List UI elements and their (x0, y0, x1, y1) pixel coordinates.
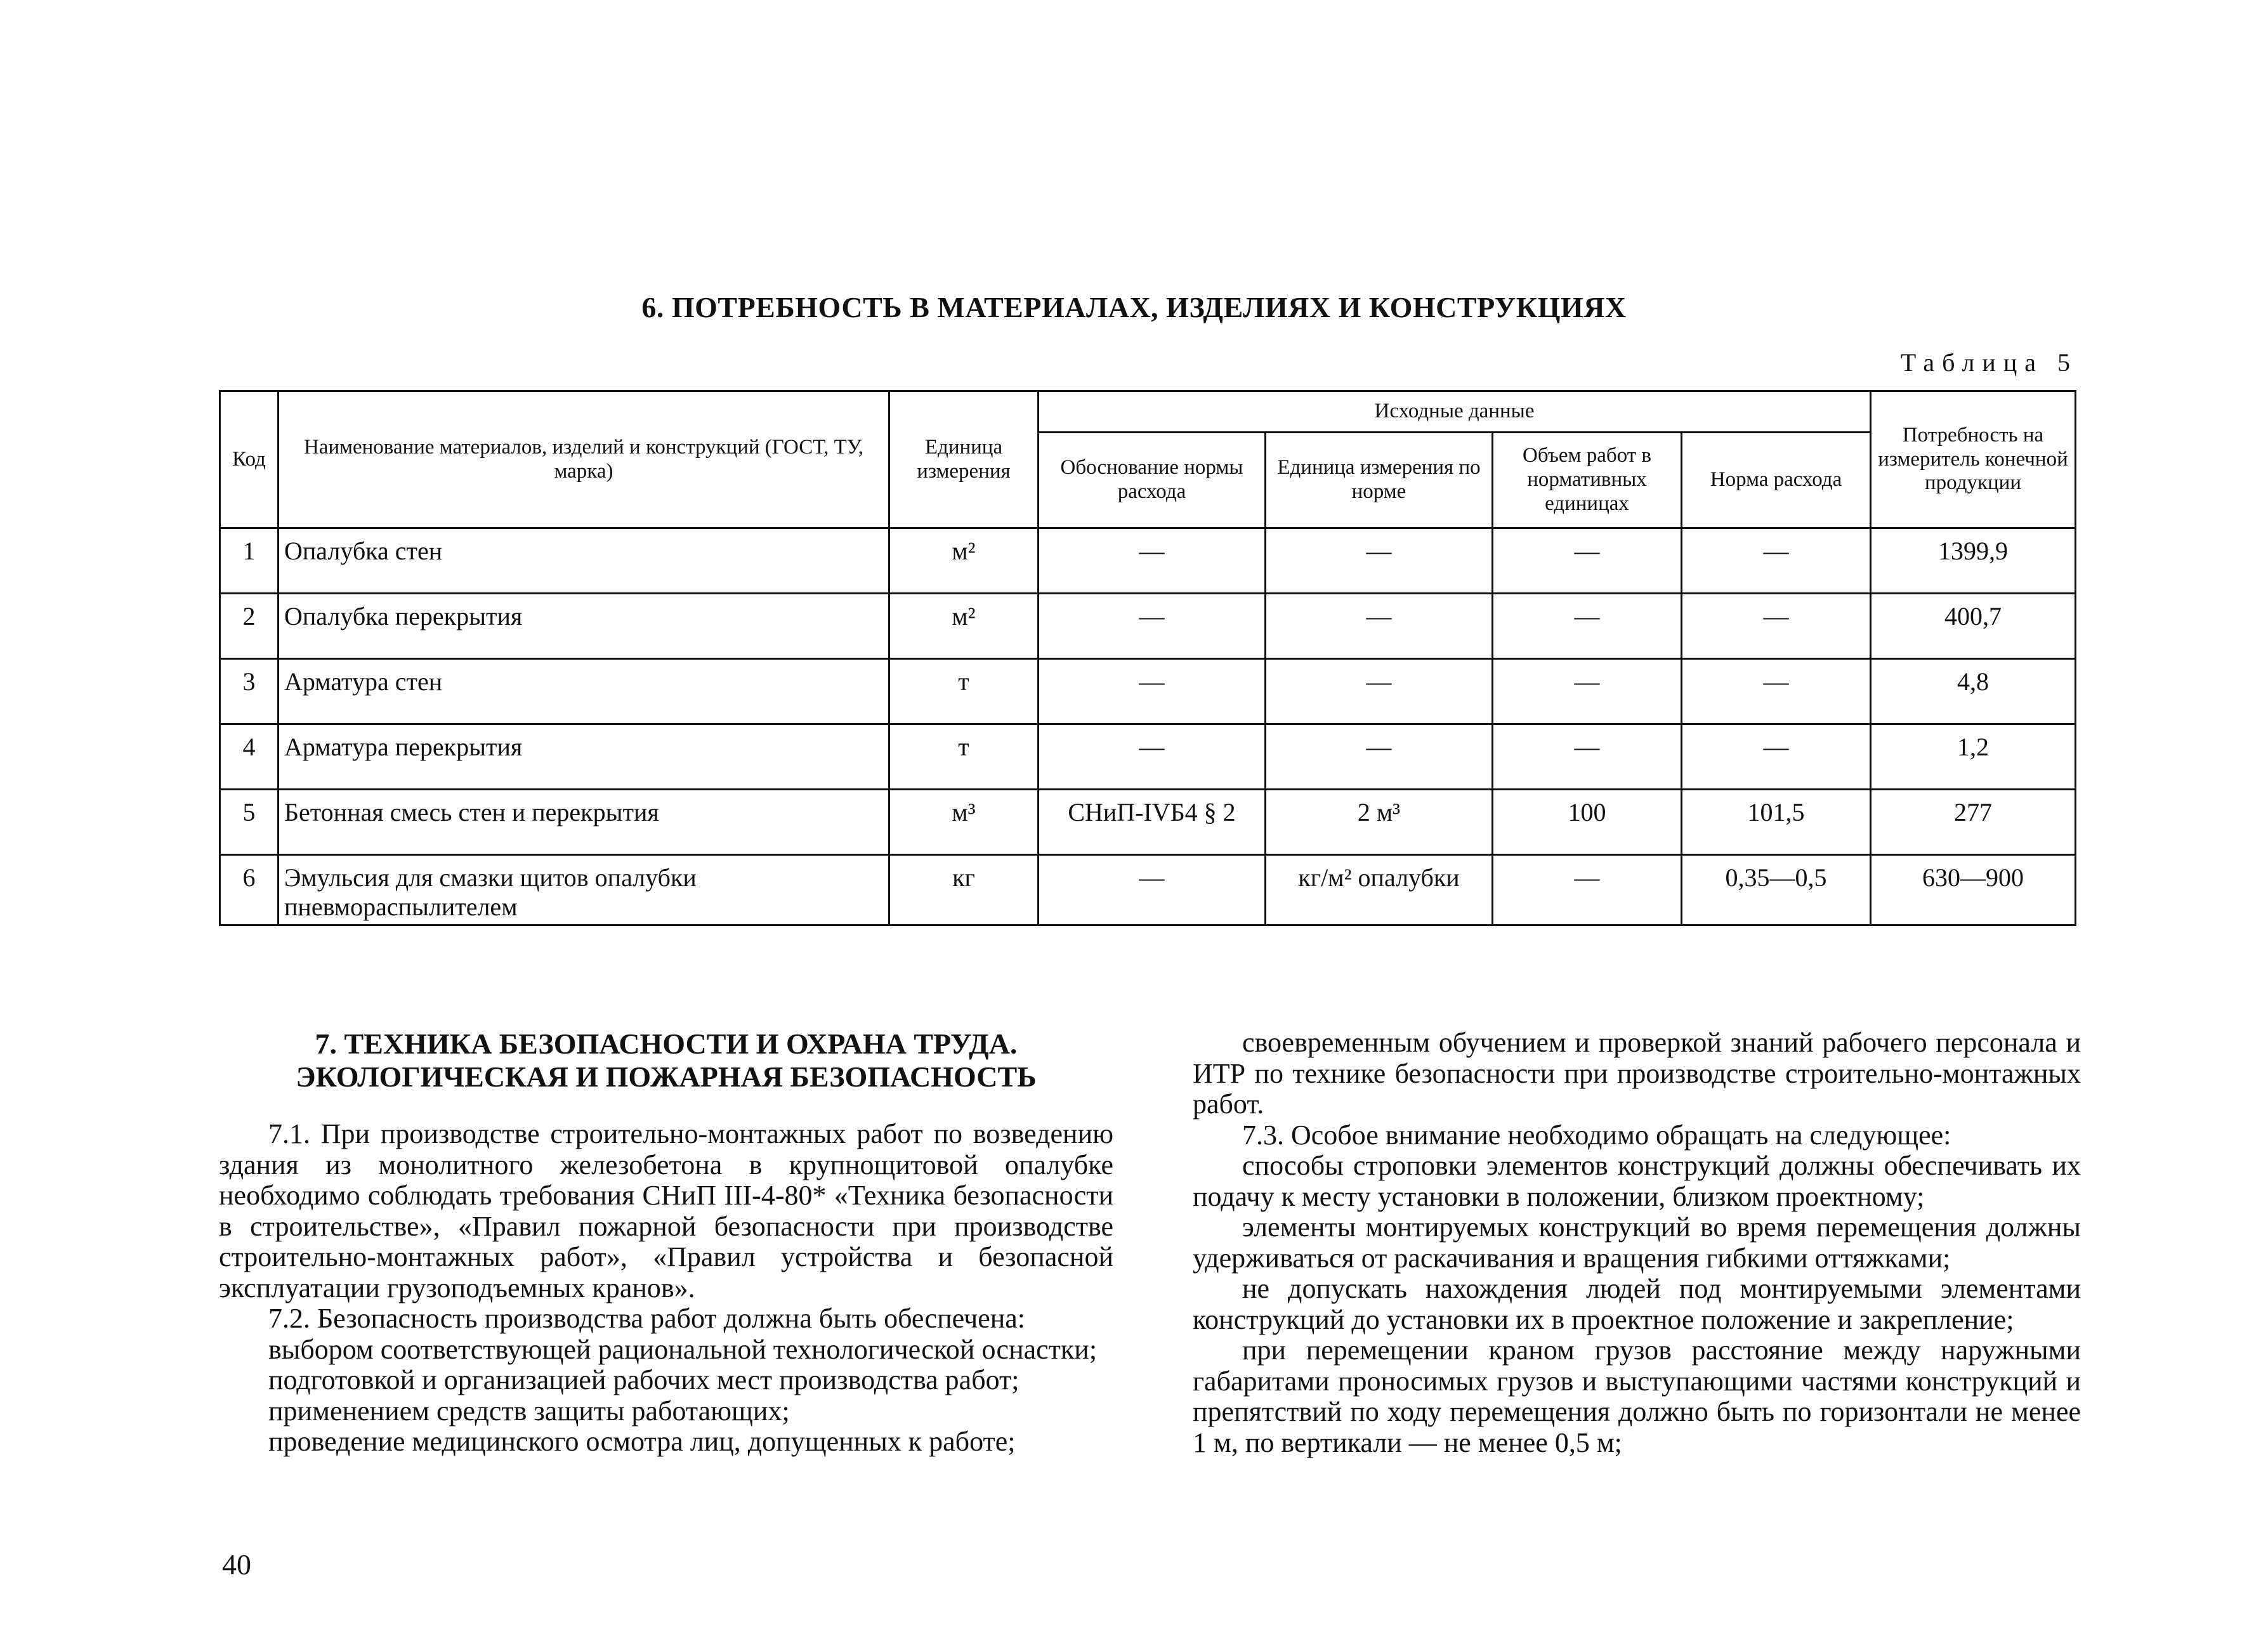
paragraph-7-3-a: способы строповки элементов конструкций должны обеспечивать их подачу к месту установки в положении, близком проектному; (1193, 1150, 2081, 1212)
cell-volume: — (1493, 659, 1682, 724)
cell-name: Арматура перекрытия (279, 724, 889, 790)
paragraph-7-3-b: элементы монтируемых конструкций во время перемещения должны удерживаться от раскачивания и вращения гибкими оттяжками; (1193, 1211, 2081, 1274)
cell-basis: — (1039, 855, 1266, 925)
paragraph-7-3-c: не допускать нахождения людей под монтируемыми элементами конструкций до установки их в проектное положение и закрепление; (1193, 1273, 2081, 1335)
cell-rate: 0,35—0,5 (1682, 855, 1871, 925)
table-row (220, 855, 2076, 925)
header-unit: Единица измерения (889, 391, 1039, 528)
cell-code: 1 (220, 528, 279, 594)
cell-name: Опалубка стен (279, 528, 889, 594)
table-caption: Таблица 5 (1900, 348, 2078, 377)
cell-volume: — (1493, 528, 1682, 594)
cell-norm-unit: 2 м³ (1266, 790, 1493, 855)
cell-name: Бетонная смесь стен и перекрытия (279, 790, 889, 855)
cell-unit: т (889, 724, 1039, 790)
cell-code: 2 (220, 594, 279, 659)
table-row (220, 594, 2076, 659)
section-6-title: 6. ПОТРЕБНОСТЬ В МАТЕРИАЛАХ, ИЗДЕЛИЯХ И КОНСТРУКЦИЯХ (641, 291, 1627, 323)
cell-rate: — (1682, 659, 1871, 724)
cell-basis: — (1039, 594, 1266, 659)
header-rate: Норма расхода (1682, 433, 1871, 528)
paragraph-7-2-a: выбором соответствующей рациональной технологической оснастки; (268, 1333, 1098, 1365)
cell-code: 4 (220, 724, 279, 790)
table-row (220, 659, 2076, 724)
page-number: 40 (222, 1548, 251, 1581)
header-volume: Объем работ в нормативных единицах (1493, 433, 1682, 528)
paragraph-7-2-d: проведение медицинского осмотра лиц, допущенных к работе; (268, 1426, 1016, 1457)
header-need: Потребность на измеритель конечной продукции (1871, 391, 2076, 528)
cell-need: 4,8 (1871, 659, 2076, 724)
left-column (219, 1028, 1113, 1458)
cell-unit: м² (889, 528, 1039, 594)
right-column (1193, 1028, 2081, 1458)
cell-name: Арматура стен (279, 659, 889, 724)
cell-rate: — (1682, 724, 1871, 790)
cell-volume: — (1493, 855, 1682, 925)
cell-need: 1399,9 (1871, 528, 2076, 594)
paragraph-7-3: 7.3. Особое внимание необходимо обращать на следующее: (1242, 1119, 1951, 1151)
table-row (220, 528, 2076, 594)
cell-unit: т (889, 659, 1039, 724)
cell-unit: м² (889, 594, 1039, 659)
cell-unit: кг (889, 855, 1039, 925)
table-row (220, 790, 2076, 855)
cell-norm-unit: — (1266, 659, 1493, 724)
cell-need: 630—900 (1871, 855, 2076, 925)
cell-rate: — (1682, 528, 1871, 594)
cell-norm-unit: — (1266, 528, 1493, 594)
cell-basis: — (1039, 659, 1266, 724)
paragraph-7-1: 7.1. При производстве строительно-монтажных работ по возведению здания из монолитного железобетона в крупнощитовой опалубке необходимо соблюдать требования СНиП III-4-80* «Техника безопасности в строительстве», «Правил пожарной безопасности при производстве строительно-монтажных работ», «Правил устройства и безопасной эксплуатации грузоподъемных кранов». (219, 1118, 1113, 1303)
cell-code: 5 (220, 790, 279, 855)
cell-need: 1,2 (1871, 724, 2076, 790)
cell-norm-unit: — (1266, 594, 1493, 659)
cell-volume: — (1493, 594, 1682, 659)
cell-basis: — (1039, 724, 1266, 790)
paragraph-7-2-c: применением средств защиты работающих; (268, 1395, 790, 1426)
section-7-title (219, 1028, 1113, 1093)
table-row (220, 724, 2076, 790)
header-name: Наименование материалов, изделий и конструкций (ГОСТ, ТУ, марка) (279, 391, 889, 528)
paragraph-7-2-e: своевременным обучением и проверкой знаний рабочего персонала и ИТР по технике безопасности при производстве строительно-монтажных работ. (1193, 1027, 2081, 1120)
section-7-title-line2: ЭКОЛОГИЧЕСКАЯ И ПОЖАРНАЯ БЕЗОПАСНОСТЬ (296, 1061, 1037, 1093)
cell-basis: — (1039, 528, 1266, 594)
cell-name: Опалубка перекрытия (279, 594, 889, 659)
cell-norm-unit: — (1266, 724, 1493, 790)
header-norm-unit: Единица измерения по норме (1266, 433, 1493, 528)
cell-name: Эмульсия для смазки щитов опалубки пневмораспылителем (279, 855, 889, 925)
cell-rate: — (1682, 594, 1871, 659)
cell-need: 400,7 (1871, 594, 2076, 659)
cell-rate: 101,5 (1682, 790, 1871, 855)
paragraph-7-2: 7.2. Безопасность производства работ должна быть обеспечена: (268, 1303, 1026, 1334)
header-code: Код (220, 391, 279, 528)
cell-unit: м³ (889, 790, 1039, 855)
cell-need: 277 (1871, 790, 2076, 855)
header-basis: Обоснование нормы расхода (1039, 433, 1266, 528)
section-7-title-line1: 7. ТЕХНИКА БЕЗОПАСНОСТИ И ОХРАНА ТРУДА. (315, 1028, 1018, 1060)
cell-norm-unit: кг/м² опалубки (1266, 855, 1493, 925)
cell-volume: 100 (1493, 790, 1682, 855)
paragraph-7-2-b: подготовкой и организацией рабочих мест производства работ; (268, 1364, 1019, 1395)
paragraph-7-3-d: при перемещении краном грузов расстояние между наружными габаритами проносимых грузов и выступающими частями конструкций и препятствий по ходу перемещения должно быть по горизонтали не менее 1 м, по вертикали — не менее 0,5 м; (1193, 1335, 2081, 1458)
cell-code: 6 (220, 855, 279, 925)
header-source-group: Исходные данные (1039, 391, 1871, 433)
cell-basis: СНиП-IVБ4 § 2 (1039, 790, 1266, 855)
materials-table (219, 390, 2076, 926)
cell-code: 3 (220, 659, 279, 724)
cell-volume: — (1493, 724, 1682, 790)
